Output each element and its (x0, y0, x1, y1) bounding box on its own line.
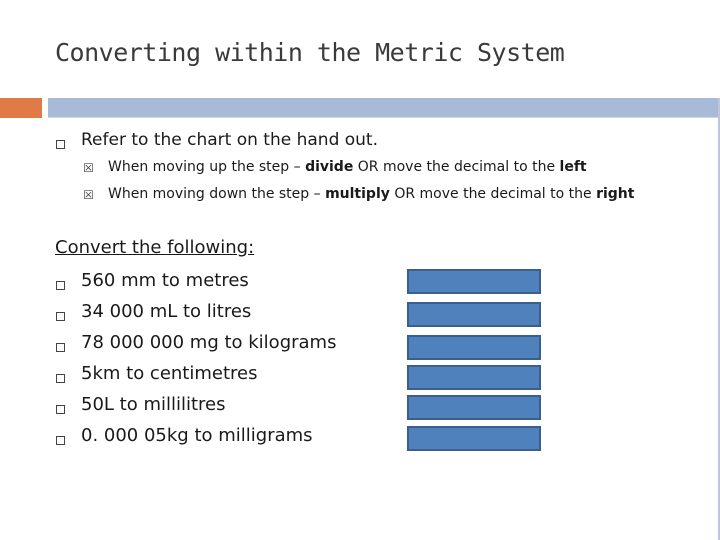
accent-bar-line (48, 117, 720, 118)
accent-bar-orange (0, 98, 42, 118)
list-item: 78 000 000 mg to kilograms (81, 332, 337, 353)
bullet-x-icon: ☒ (83, 161, 94, 175)
answer-box[interactable] (407, 335, 541, 360)
step-down-rule: When moving down the step – multiply OR move the decimal to the right (108, 186, 635, 202)
answer-box[interactable] (407, 269, 541, 294)
list-item: 560 mm to metres (81, 270, 249, 291)
bullet-square-icon (56, 312, 65, 321)
bullet-square-icon (56, 374, 65, 383)
bullet-square-icon (56, 281, 65, 290)
answer-box[interactable] (407, 302, 541, 327)
intro-text: Refer to the chart on the hand out. (81, 130, 379, 150)
list-item: 0. 000 05kg to milligrams (81, 425, 313, 446)
list-item: 34 000 mL to litres (81, 301, 252, 322)
step-up-rule: When moving up the step – divide OR move the decimal to the left (108, 159, 587, 175)
answer-box[interactable] (407, 426, 541, 451)
slide-title: Converting within the Metric System (55, 38, 565, 67)
bullet-square-icon (56, 140, 65, 149)
convert-heading: Convert the following: (55, 237, 255, 258)
list-item: 50L to millilitres (81, 394, 226, 415)
bullet-square-icon (56, 343, 65, 352)
bullet-square-icon (56, 436, 65, 445)
bullet-x-icon: ☒ (83, 188, 94, 202)
answer-box[interactable] (407, 395, 541, 420)
accent-bar-blue (48, 98, 720, 118)
bullet-square-icon (56, 405, 65, 414)
answer-box[interactable] (407, 365, 541, 390)
list-item: 5km to centimetres (81, 363, 258, 384)
